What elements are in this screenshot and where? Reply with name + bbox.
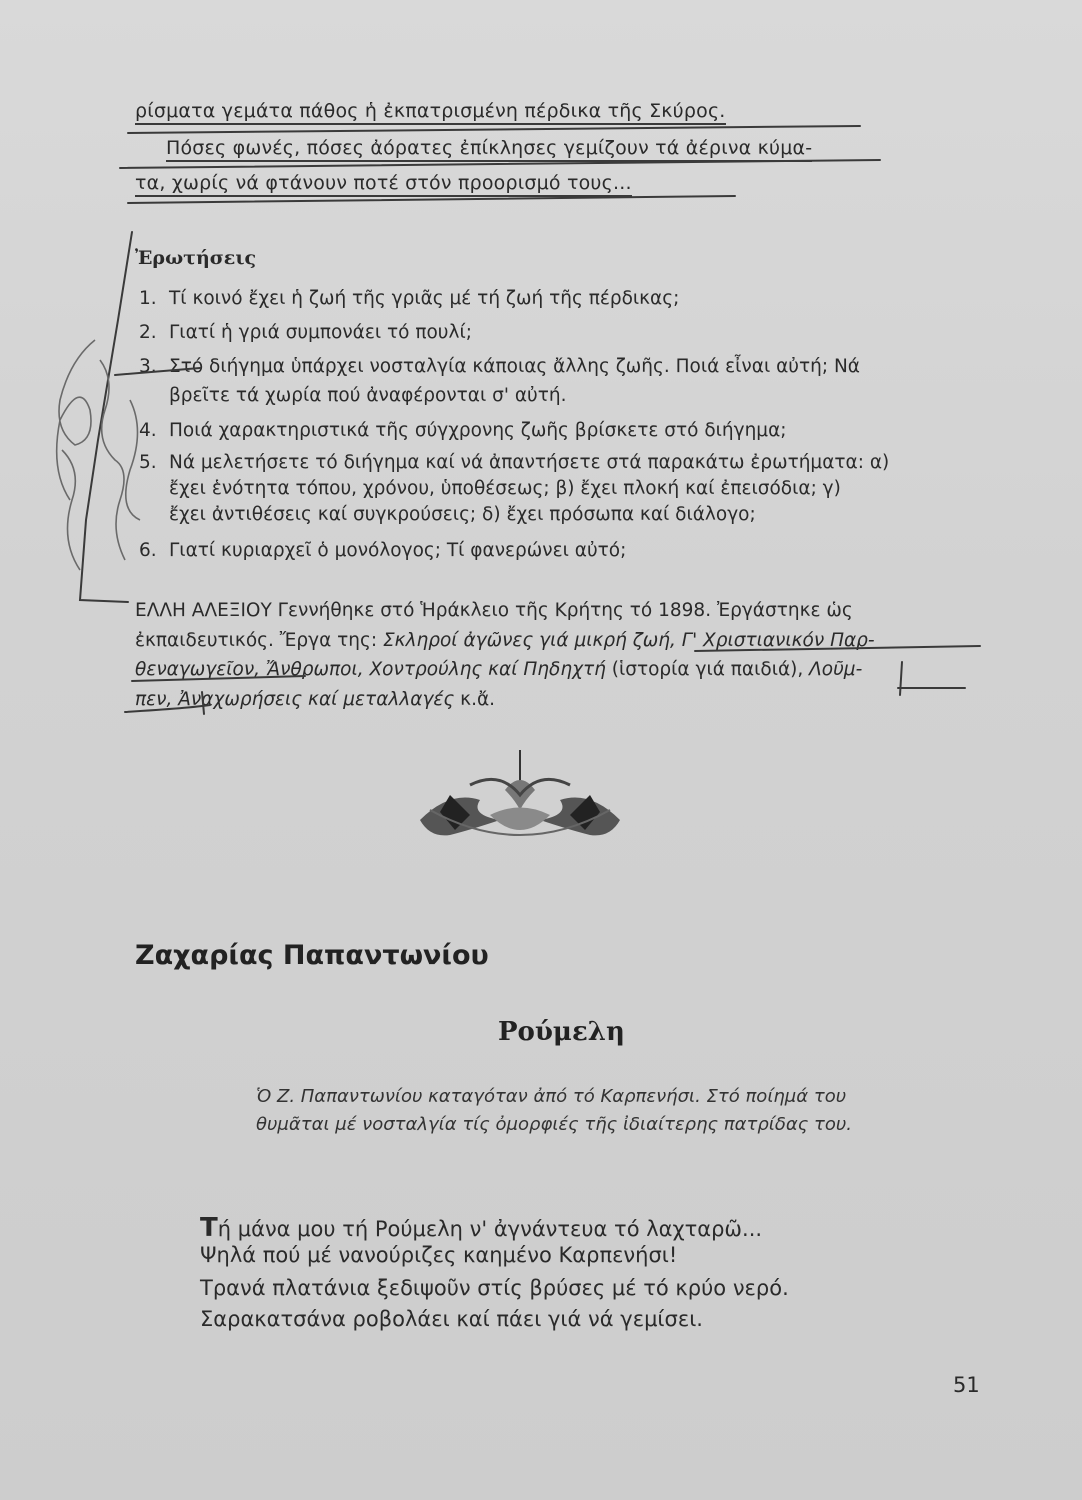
- question-5-cont-1: ἔχει ἑνότητα τόπου, χρόνου, ὑποθέσεως; β) ἔχει πλοκή καί ἐπεισόδια; γ): [169, 478, 841, 499]
- page-number: 51: [953, 1373, 980, 1397]
- question-4: 4. Ποιά χαρακτηριστικά τῆς σύγχρονης ζωῆς βρίσκετε στό διήγημα;: [139, 420, 787, 441]
- question-3: 3. Στό διήγημα ὑπάρχει νοσταλγία κάποιας ἄλλης ζωῆς. Ποιά εἶναι αὐτή; Νά: [139, 356, 861, 377]
- question-3-cont: βρεῖτε τά χωρία πού ἀναφέρονται σ' αὐτή.: [169, 385, 567, 406]
- bio-line-4: πεν, Ἀναχωρήσεις καί μεταλλαγές κ.ἄ.: [135, 689, 496, 710]
- question-1: 1. Τί κοινό ἔχει ἡ ζωή τῆς γριᾶς μέ τή ζωή τῆς πέρδικας;: [139, 288, 680, 309]
- top-text-line-1: ρίσματα γεμάτα πάθος ἡ ἐκπατρισμένη πέρδικα τῆς Σκύρος.: [135, 100, 726, 122]
- bio-line-1: ΕΛΛΗ ΑΛΕΞΙΟΥ Γεννήθηκε στό Ἡράκλειο τῆς Κρήτης τό 1898. Ἐργάστηκε ὡς: [135, 600, 853, 621]
- poem-line-2: Ψηλά πού μέ νανούριζες καημένο Καρπενήσι!: [200, 1243, 678, 1267]
- intro-line-1: Ὁ Ζ. Παπαντωνίου καταγόταν ἀπό τό Καρπενήσι. Στό ποίημά του: [256, 1086, 847, 1107]
- poem-title: Ρούμελη: [498, 1017, 625, 1047]
- author-name: Ζαχαρίας Παπαντωνίου: [135, 940, 489, 971]
- question-5-cont-2: ἔχει ἀντιθέσεις καί συγκρούσεις; δ) ἔχει πρόσωπα καί διάλογο;: [169, 504, 756, 525]
- intro-line-2: θυμᾶται μέ νοσταλγία τίς ὀμορφιές τῆς ἰδιαίτερης πατρίδας του.: [256, 1114, 852, 1135]
- question-2: 2. Γιατί ἡ γριά συμπονάει τό πουλί;: [139, 322, 472, 343]
- bio-line-2: ἐκπαιδευτικός. Ἔργα της: Σκληροί ἀγῶνες γιά μικρή ζωή, Γ' Χριστιανικόν Παρ-: [135, 630, 875, 651]
- question-6: 6. Γιατί κυριαρχεῖ ὁ μονόλογος; Τί φανερώνει αὐτό;: [139, 540, 627, 561]
- top-text-line-3: τα, χωρίς νά φτάνουν ποτέ στόν προορισμό τους...: [135, 172, 632, 194]
- drop-cap: Τ: [200, 1213, 218, 1243]
- poem-line-1: Τή μάνα μου τή Ρούμελη ν' ἀγνάντευα τό λαχταρῶ...: [200, 1213, 763, 1243]
- bio-line-3: θεναγωγεῖον, Ἄνθρωποι, Χοντρούλης καί Πηδηχτή (ἱστορία γιά παιδιά), Λοῦμ-: [135, 659, 863, 680]
- top-text-line-2: Πόσες φωνές, πόσες ἀόρατες ἐπίκλησες γεμίζουν τά ἀέρινα κύμα-: [166, 137, 812, 159]
- poem-line-3: Τρανά πλατάνια ξεδιψοῦν στίς βρύσες μέ τό κρύο νερό.: [200, 1276, 789, 1300]
- questions-heading: Ἐρωτήσεις: [135, 247, 257, 269]
- poem-line-4: Σαρακατσάνα ροβολάει καί πάει γιά νά γεμίσει.: [200, 1307, 703, 1331]
- question-5: 5. Νά μελετήσετε τό διήγημα καί νά ἀπαντήσετε στά παρακάτω ἐρωτήματα: α): [139, 452, 890, 473]
- ornament-motif: [420, 750, 620, 835]
